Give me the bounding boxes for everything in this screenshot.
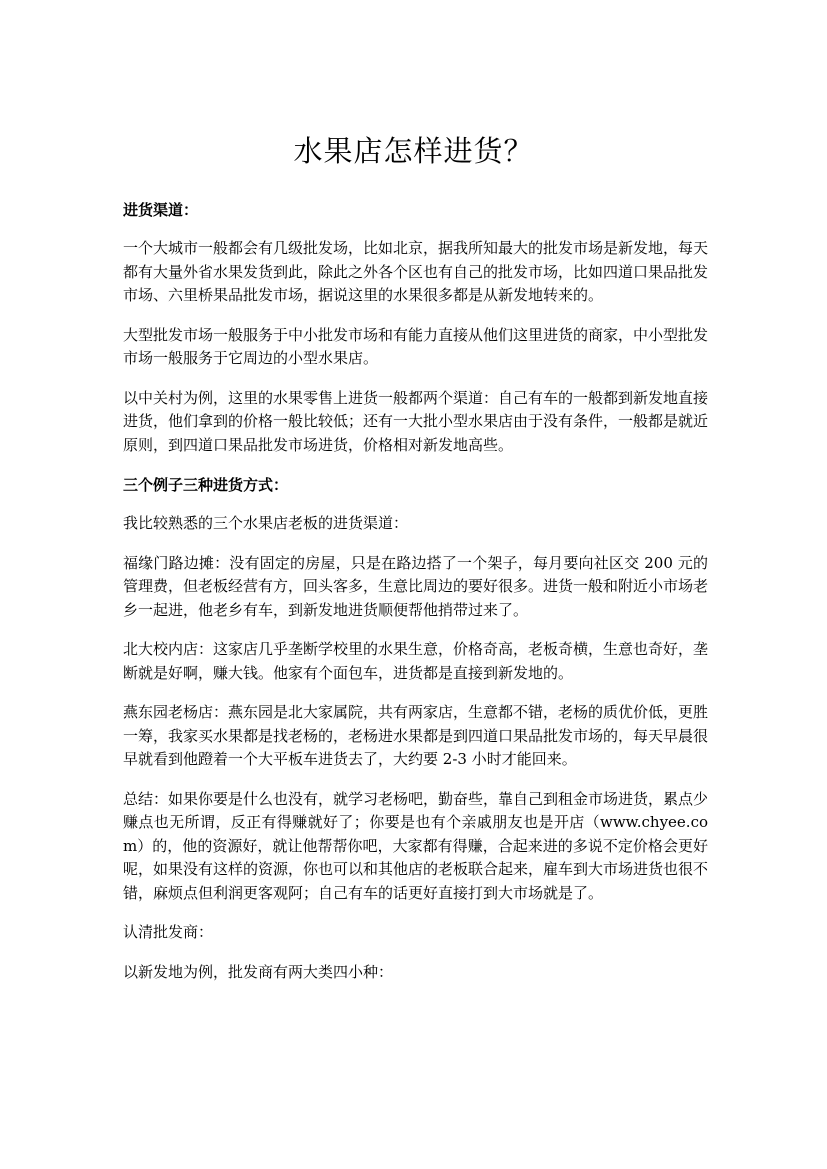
paragraph: 福缘门路边摊：没有固定的房屋，只是在路边搭了一个架子，每月要向社区交 200 元的管理费，但老板经营有方，回头客多，生意比周边的要好很多。进货一般和附近小市场老乡一起进，他老乡有车，到新发地进货顺便帮他捎带过来了。 bbox=[123, 553, 709, 619]
document-body bbox=[123, 198, 708, 1000]
paragraph: 我比较熟悉的三个水果店老板的进货渠道： bbox=[123, 514, 409, 532]
paragraph: 燕东园老杨店：燕东园是北大家属院，共有两家店，生意都不错，老杨的质优价低，更胜一筹，我家买水果都是找老杨的，老杨进水果都是到四道口果品批发市场的，每天早晨很早就看到他蹬着一个大平板车进货去了，大约要 2-3 小时才能回来。 bbox=[123, 703, 709, 768]
paragraph: 以新发地为例，批发商有两大类四小种： bbox=[123, 962, 394, 981]
document-title: 水果店怎样进货？ bbox=[293, 134, 534, 168]
paragraph: 以中关村为例，这里的水果零售上进货一般都两个渠道：自己有车的一般都到新发地直接进货，他们拿到的价格一般比较低；还有一大批小型水果店由于没有条件，一般都是就近原则，到四道口果品批发市场进货，价格相对新发地高些。 bbox=[123, 388, 709, 454]
paragraph: 认清批发商： bbox=[123, 923, 214, 941]
section-heading: 三个例子三种进货方式： bbox=[123, 476, 289, 494]
paragraph: 总结：如果你要是什么也没有，就学习老杨吧，勤奋些，靠自己到租金市场进货，累点少赚点也无所谓，反正有得赚就好了；你要是也有个亲戚朋友也是开店（www.chyee.com）的，他的资源好，就让他帮帮你吧，大家都有得赚，合起来进的多说不定价格会更好呢，如果没有这样的资源，你也可以和其他店的老板联合起来，雇车到大市场进货也很不错，麻烦点但利润更客观阿；自己有车的话更好直接打到大市场就是了。 bbox=[123, 789, 709, 902]
paragraph: 一个大城市一般都会有几级批发场，比如北京，据我所知最大的批发市场是新发地，每天都有大量外省水果发货到此，除此之外各个区也有自己的批发市场，比如四道口果品批发市场、六里桥果品批发市场，据说这里的水果很多都是从新发地转来的。 bbox=[123, 239, 709, 304]
paragraph: 北大校内店：这家店几乎垄断学校里的水果生意，价格奇高，老板奇横，生意也奇好，垄断就是好啊，赚大钱。他家有个面包车，进货都是直接到新发地的。 bbox=[123, 640, 709, 682]
section-heading: 进货渠道： bbox=[123, 201, 199, 219]
paragraph: 大型批发市场一般服务于中小批发市场和有能力直接从他们这里进货的商家，中小型批发市场一般服务于它周边的小型水果店。 bbox=[123, 325, 709, 367]
